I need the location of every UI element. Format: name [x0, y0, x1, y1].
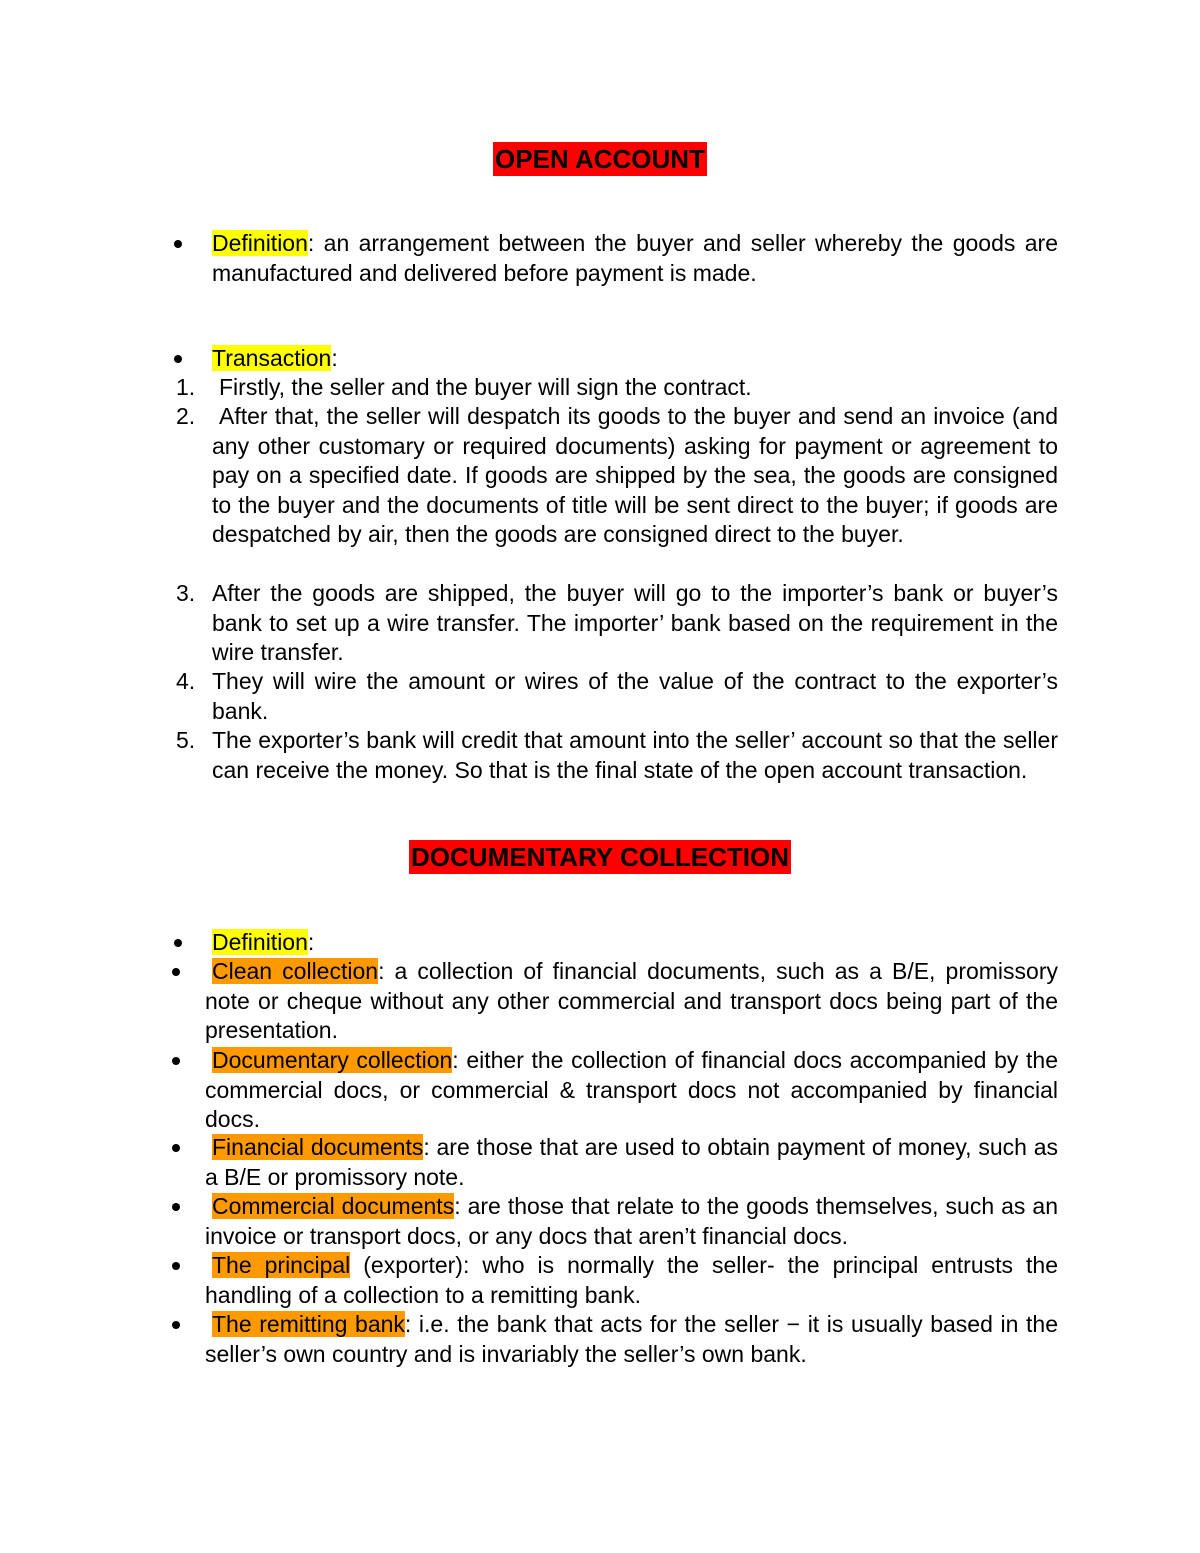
term-text: : are those that relate to the goods themselves, such as an invoice or transport docs, or any docs that aren’t financial docs.: [205, 1193, 1058, 1249]
term-text: : i.e. the bank that acts for the seller − it is usually based in the seller’s own country and is invariably the seller’s own bank.: [205, 1311, 1058, 1367]
step-number: 1.: [176, 374, 196, 400]
definition-item: [212, 928, 1058, 958]
transaction-text: :: [331, 345, 338, 371]
definition-term: Definition: [212, 929, 308, 955]
term-text: : a collection of financial documents, such as a B/E, promissory note or cheque without any other commercial and transport docs being part of the presentation.: [205, 958, 1058, 1043]
term-label: The principal: [212, 1252, 351, 1278]
definition-text: : an arrangement between the buyer and seller whereby the goods are manufactured and delivered before payment is made.: [212, 230, 1058, 286]
term-label: The remitting bank: [212, 1311, 405, 1337]
step-text: The exporter’s bank will credit that amount into the seller’ account so that the seller can receive the money. So that is the final state of the open account transaction.: [212, 727, 1058, 783]
transaction-item: [212, 344, 1058, 374]
collection-term-item: [205, 1251, 1058, 1310]
bullet-icon: [172, 1057, 180, 1065]
step-number: 5.: [176, 727, 196, 753]
term-text: : are those that are used to obtain payment of money, such as a B/E or promissory note.: [205, 1134, 1058, 1190]
bullet-icon: [172, 968, 180, 976]
heading-text: DOCUMENTARY COLLECTION: [411, 842, 789, 872]
step-text: They will wire the amount or wires of the value of the contract to the exporter’s bank.: [212, 668, 1058, 724]
step-text: Firstly, the seller and the buyer will sign the contract.: [219, 374, 752, 400]
bullet-icon: [174, 939, 182, 947]
heading-text: OPEN ACCOUNT: [495, 144, 705, 174]
step-text: After the goods are shipped, the buyer will go to the importer’s bank or buyer’s bank to set up a wire transfer. The importer’ bank based on the requirement in the wire transfer.: [212, 580, 1058, 665]
collection-term-item: [205, 1046, 1058, 1135]
step-item: [176, 579, 1058, 668]
bullet-icon: [174, 355, 182, 363]
term-label: Financial documents: [212, 1134, 424, 1160]
term-label: Documentary collection: [212, 1047, 453, 1073]
bullet-icon: [172, 1144, 180, 1152]
section-heading-documentary-collection: [0, 840, 1200, 874]
step-item: [176, 402, 1058, 550]
definition-text: :: [307, 929, 315, 955]
collection-term-item: [205, 1133, 1058, 1192]
transaction-term: Transaction: [212, 345, 332, 371]
term-text: : either the collection of financial docs accompanied by the commercial docs, or commercial & transport docs not accompanied by financial docs.: [205, 1047, 1058, 1132]
step-item: [176, 667, 1058, 726]
collection-term-item: [205, 1192, 1058, 1251]
step-number: 4.: [176, 668, 196, 694]
step-item: [176, 373, 1058, 403]
term-label: Clean collection: [212, 958, 379, 984]
step-item: [176, 726, 1058, 785]
bullet-icon: [172, 1321, 180, 1329]
collection-term-item: [205, 1310, 1058, 1369]
bullet-icon: [174, 240, 182, 248]
bullet-icon: [172, 1203, 180, 1211]
definition-item: [212, 229, 1058, 288]
step-number: 3.: [176, 580, 196, 606]
bullet-icon: [172, 1262, 180, 1270]
step-number: 2.: [176, 403, 196, 429]
collection-term-item: [205, 957, 1058, 1046]
section-heading-open-account: [0, 142, 1200, 176]
step-text: After that, the seller will despatch its goods to the buyer and send an invoice (and any other customary or required documents) asking for payment or agreement to pay on a specified date. If goods are shipped by the sea, the goods are consigned to the buyer and the documents of title will be sent direct to the buyer; if goods are despatched by air, then the goods are consigned direct to the buyer.: [212, 403, 1058, 547]
definition-term: Definition: [212, 230, 308, 256]
term-label: Commercial documents: [212, 1193, 455, 1219]
term-text: (exporter): who is normally the seller- the principal entrusts the handling of a collection to a remitting bank.: [205, 1252, 1058, 1308]
